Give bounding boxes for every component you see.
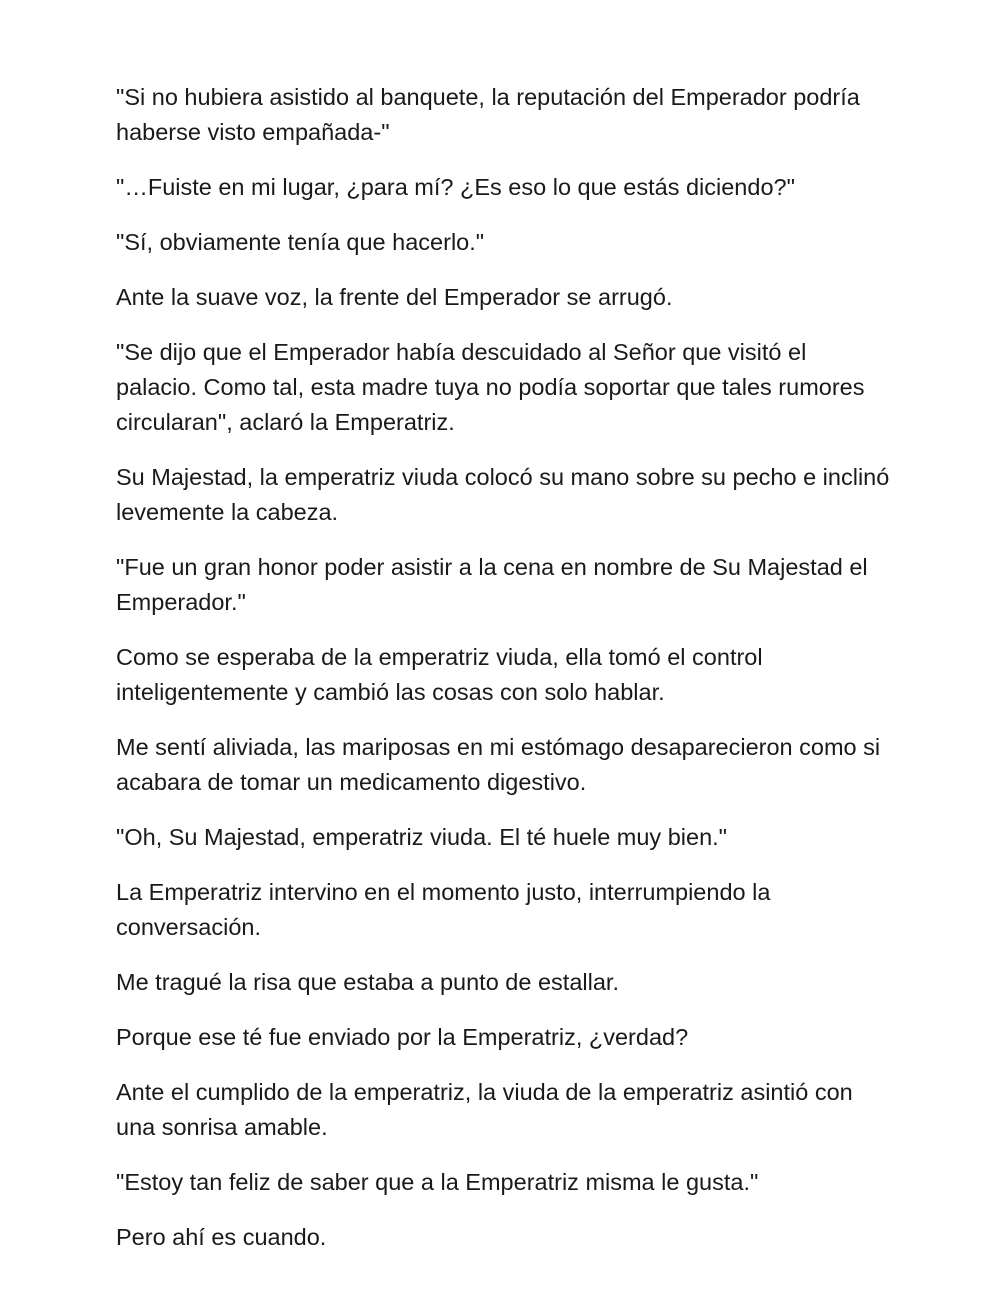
paragraph: "Se dijo que el Emperador había descuidado al Señor que visitó el palacio. Como tal, esta madre tuya no podía soportar que tales rumores circularan", aclaró la Emperatriz. [116, 339, 865, 435]
paragraph: Pero ahí es cuando. [116, 1224, 327, 1250]
paragraph: "Estoy tan feliz de saber que a la Emperatriz misma le gusta." [116, 1169, 759, 1195]
paragraph: La Emperatriz intervino en el momento justo, interrumpiendo la conversación. [116, 879, 771, 940]
paragraph: Ante la suave voz, la frente del Emperador se arrugó. [116, 284, 673, 310]
paragraph: Porque ese té fue enviado por la Emperatriz, ¿verdad? [116, 1024, 689, 1050]
paragraph: Me tragué la risa que estaba a punto de estallar. [116, 969, 619, 995]
paragraph: Su Majestad, la emperatriz viuda colocó su mano sobre su pecho e inclinó levemente la cabeza. [116, 464, 890, 525]
paragraph: "Fue un gran honor poder asistir a la cena en nombre de Su Majestad el Emperador." [116, 554, 868, 615]
paragraph: Me sentí aliviada, las mariposas en mi estómago desaparecieron como si acabara de tomar un medicamento digestivo. [116, 734, 881, 795]
paragraph: Como se esperaba de la emperatriz viuda, ella tomó el control inteligentemente y cambió las cosas con solo hablar. [116, 644, 763, 705]
paragraph: "Sí, obviamente tenía que hacerlo." [116, 229, 485, 255]
paragraph: "…Fuiste en mi lugar, ¿para mí? ¿Es eso lo que estás diciendo?" [116, 174, 795, 200]
paragraph: Ante el cumplido de la emperatriz, la viuda de la emperatriz asintió con una sonrisa amable. [116, 1079, 853, 1140]
paragraph: "Oh, Su Majestad, emperatriz viuda. El té huele muy bien." [116, 824, 728, 850]
paragraph: "Si no hubiera asistido al banquete, la reputación del Emperador podría haberse visto empañada-" [116, 84, 860, 145]
